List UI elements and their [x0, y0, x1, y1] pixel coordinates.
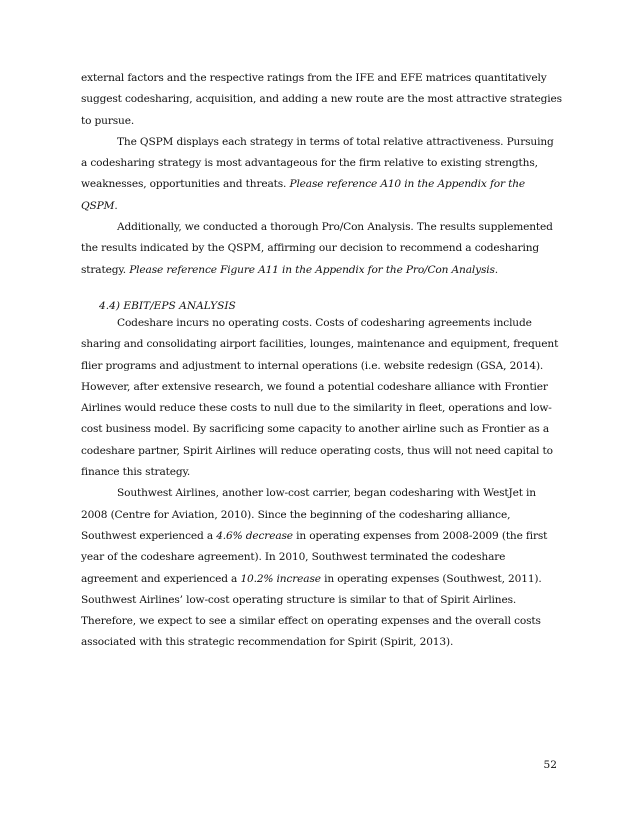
paragraph-codeshare-costs — [81, 313, 563, 483]
paragraph-text: external factors and the respective ratings from the IFE and EFE matrices quantitatively suggest codesharing, acquisition, and adding a new route are the most attractive strategies to pursue. — [81, 72, 562, 127]
emphasis-decrease: 4.6% decrease — [216, 529, 293, 542]
paragraph-procon — [81, 217, 563, 281]
page-body — [81, 68, 563, 654]
paragraph-text: in operating expenses from 2008-2009 (the first year of the codeshare agreement). In 2010, Southwest terminated the codeshare agreement and experienced a — [81, 529, 548, 585]
paragraph-qspm — [81, 132, 563, 217]
paragraph-text: Additionally, we conducted a thorough Pro/Con Analysis. The results supplemented the results indicated by the QSPM, affirming our decision to recommend a codesharing strategy. — [81, 221, 553, 276]
paragraph-text: Codeshare incurs no operating costs. Costs of codesharing agreements include sharing and consolidating airport facilities, lounges, maintenance and equipment, frequent flier programs and adjustment to internal operations (i.e. website redesign (GSA, 2014). However, after extensive research, we found a potential codeshare alliance with Frontier Airlines would reduce these costs to null due to the similarity in fleet, operations and low-cost business model. By sacrificing some capacity to another airline such as Frontier as a codeshare partner, Spirit Airlines will reduce operating costs, thus will not need capital to finance this strategy. — [81, 316, 559, 479]
paragraph-text: The QSPM displays each strategy in terms of total relative attractiveness. Pursuing a codesharing strategy is most advantageous for the firm relative to existing strengths, weaknesses, opportunities and threats. — [81, 135, 554, 191]
sentence-end: . — [114, 199, 118, 212]
paragraph-southwest — [81, 483, 563, 653]
sentence-end: . — [494, 263, 498, 276]
section-heading: 4.4) EBIT/EPS ANALYSIS — [99, 299, 236, 312]
emphasis-increase: 10.2% increase — [240, 572, 321, 585]
appendix-reference: Please reference Figure A11 in the Appendix for the Pro/Con Analysis — [129, 263, 495, 276]
paragraph-text: in operating expenses (Southwest, 2011). Southwest Airlines’ low-cost operating structure is similar to that of Spirit Airlines. Therefore, we expect to see a similar effect on operating expenses and the overall costs associated with this strategic recommendation for Spirit (Spirit, 2013). — [81, 572, 542, 649]
paragraph-text: Southwest Airlines, another low-cost carrier, began codesharing with WestJet in 2008 (Centre for Aviation, 2010). Since the beginning of the codesharing alliance, Southwest experienced a — [81, 487, 536, 542]
appendix-reference: Please reference A10 in the Appendix for the QSPM — [81, 178, 525, 212]
paragraph-continued — [81, 68, 563, 132]
page-number: 52 — [543, 759, 557, 771]
